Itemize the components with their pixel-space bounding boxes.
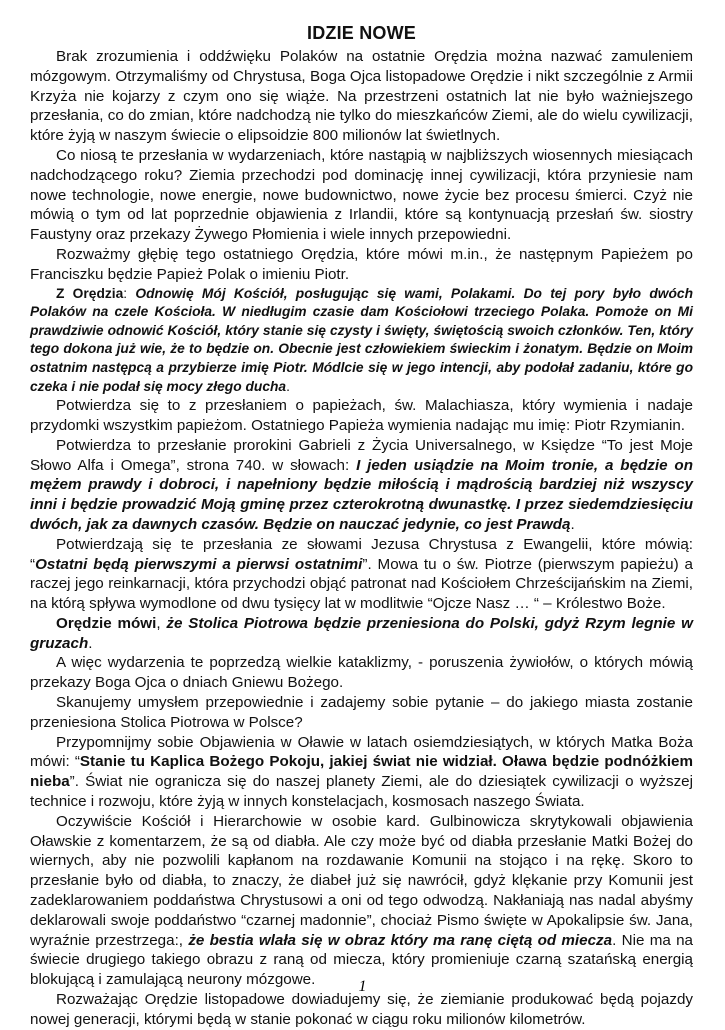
paragraph-4-message-quote xyxy=(30,285,693,397)
page-title: IDZIE NOWE xyxy=(307,23,416,43)
paragraph-8-separator: , xyxy=(156,614,167,632)
paragraph-6 xyxy=(30,436,693,535)
paragraph-8-quote: że Stolica Piotrowa będzie przeniesiona do Polski, gdyż Rzym legnie w gruzach xyxy=(30,614,693,652)
message-lead: Z Orędzia xyxy=(56,285,124,301)
paragraph-12-rest: . Nie ma na świecie drugiego takiego obrazu z raną od miecza, który promieniuje czarną szatańską energią blokującą i zamulającą neurony mózgowe. xyxy=(30,931,693,989)
paragraph-7-rest: ”. Mowa tu o św. Piotrze (pierwszym papieżu) a raczej jego reinkarnacji, która przychodzi objąć patronat nad Kościołem Chrześcijańskim na Ziemi, na którą spływa wymodlone od dwu tysięcy lat w modlitwie “Ojcze Nasz … “ – Królestwo Boże. xyxy=(30,555,694,613)
page-number: 1 xyxy=(358,978,367,995)
paragraph-12-quote: że bestia wlała się w obraz który ma ranę ciętą od miecza xyxy=(188,931,613,949)
paragraph-6-text: Potwierdza to przesłanie prorokini Gabrieli z Życia Universalnego, w Księdze “To jest Moje Słowo Alfa i Omega”, strona 740. w słowach: xyxy=(30,436,693,474)
paragraph-6-quote: I jeden usiądzie na Moim tronie, a będzie on mężem prawdy i dobroci, i napełniony będzie miłością i mądrością bardziej niż wszyscy inni i będzie prowadzić Moją gminę przez czterokrotną dwunastkę. I przez siedemdziesięciu dwóch, jak za dawnych czasów. Będzie on nauczać jedynie, co jest Prawdą xyxy=(30,456,693,533)
paragraph-7-text: Potwierdzają się te przesłania ze słowami Jezusa Chrystusa z Ewangelii, które mówią: “ xyxy=(30,535,693,573)
paragraph-8 xyxy=(30,614,693,654)
message-separator: : xyxy=(123,285,136,301)
paragraph-11 xyxy=(30,733,693,812)
paragraph-7 xyxy=(30,535,693,614)
paragraph-11-quote: Stanie tu Kaplica Bożego Pokoju, jakiej świat nie widział. Oława będzie podnóżkiem nieba xyxy=(30,753,694,791)
paragraph-2: Co niosą te przesłania w wydarzeniach, które nastąpią w najbliższych wiosennych miesiącach nadchodzącego roku? Ziemia przechodzi pod dominację innej cywilizacji, która przyniesie nam nowe technologie, nowe energie, nowe budownictwo, nowe życie bez procesu śmierci. Czyż nie mówią o tym od lat poprzednie objawienia z Irlandii, które są kontynuacją przesłań św. siostry Faustyny oraz przekazy Żywego Płomienia i wiele innych przepowiedni. xyxy=(30,146,693,244)
paragraph-13: Rozważając Orędzie listopadowe dowiadujemy się, że ziemianie produkować będą pojazdy nowej generacji, którymi będą w stanie pokonać w ciągu roku milionów kilometrów. xyxy=(30,991,693,1028)
paragraph-11-text: Przypomnijmy sobie Objawienia w Oławie w latach osiemdziesiątych, w których Matka Boża mówi: “ xyxy=(30,733,693,771)
paragraph-6-end: . xyxy=(570,515,575,533)
paragraph-12-text: Oczywiście Kościół i Hierarchowie w osobie kard. Gulbinowicza skrytykowali objawienia Oławskie z komentarzem, że są od diabła. Ale czy może być od diabła przesłanie Matki Bożej do wiernych, aby nie pozwolili kapłanom na rozdawanie Komunii na stojąco i na rękę. Skoro to przesłanie było od diabła, to znaczy, że diabeł już się nawrócił, gdyż klękanie przy Komunii jest zadeklarowaniem poddaństwa Chrystusowi a oni od tego odwodzą. Nakłaniają nas nadal abyśmy deklarowali swoje poddaństwo “czarnej madonnie”, chociaż Pismo święte w Apokalipsie św. Jana, wyraźnie przestrzega:, xyxy=(30,812,693,949)
paragraph-7-quote: Ostatni będą pierwszymi a pierwsi ostatnimi xyxy=(35,555,363,573)
paragraph-9: A więc wydarzenia te poprzedzą wielkie kataklizmy, - poruszenia żywiołów, o których mówią przekazy Boga Ojca o dniach Gniewu Bożego. xyxy=(30,654,693,692)
paragraph-10: Skanujemy umysłem przepowiednie i zadajemy sobie pytanie – do jakiego miasta zostanie przeniesiona Stolica Piotrowa w Polsce? xyxy=(30,694,693,731)
paragraph-1: Brak zrozumienia i oddźwięku Polaków na ostatnie Orędzia można nazwać zamuleniem mózgowym. Otrzymaliśmy od Chrystusa, Boga Ojca listopadowe Orędzie i nikt szczególnie z Armii Krzyża nie kojarzy z czym ono się wiąże. Na przestrzeni ostatnich lat nie było ważniejszego przesłania, co do zmian, które nadchodzą nie tylko do mieszkańców Ziemi, ale do wielu cywilizacji, które żyją w naszym świecie o elipsoidzie 800 milionów lat świetlnych. xyxy=(30,48,693,145)
paragraph-3: Rozważmy głębię tego ostatniego Orędzia, które mówi m.in., że następnym Papieżem po Franciszku będzie Papież Polak o imieniu Piotr. xyxy=(30,245,693,283)
paragraph-12 xyxy=(30,812,693,990)
paragraph-8-end: . xyxy=(88,634,93,652)
message-quote: Odnowię Mój Kościół, posługując się wami, Polakami. Do tej pory było dwóch Polaków na czele Kościoła. W niedługim czasie dam Kościołowi trzeciego Polaka. Pomoże on Mi prawdziwie odnowić Kościół, który stanie się czysty i święty, świętością swoich członków. Ten, który tego dokona już wie, że to będzie on. Obecnie jest człowiekiem świeckim i żonatym. Będzie on Moim ostatnim następcą a przybierze imię Piotr. Módlcie się w jego intencji, aby podołał zadaniu, które go czeka i nie podał się mocy złego ducha xyxy=(30,285,694,394)
paragraph-11-rest: ”. Świat nie ogranicza się do naszej planety Ziemi, ale do dziesiątek cywilizacji o wyższej technice i rozwoju, które żyją w innych konstelacjach, kosmosach naszego Świata. xyxy=(30,773,693,811)
paragraph-5: Potwierdza się to z przesłaniem o papieżach, św. Malachiasza, który wymienia i nadaje przydomki wszystkim papieżom. Ostatniego Papieża wymienia nadając mu imię: Piotr Rzymianin. xyxy=(30,397,693,434)
paragraph-8-lead: Orędzie mówi xyxy=(56,614,157,632)
message-end: . xyxy=(286,378,290,394)
